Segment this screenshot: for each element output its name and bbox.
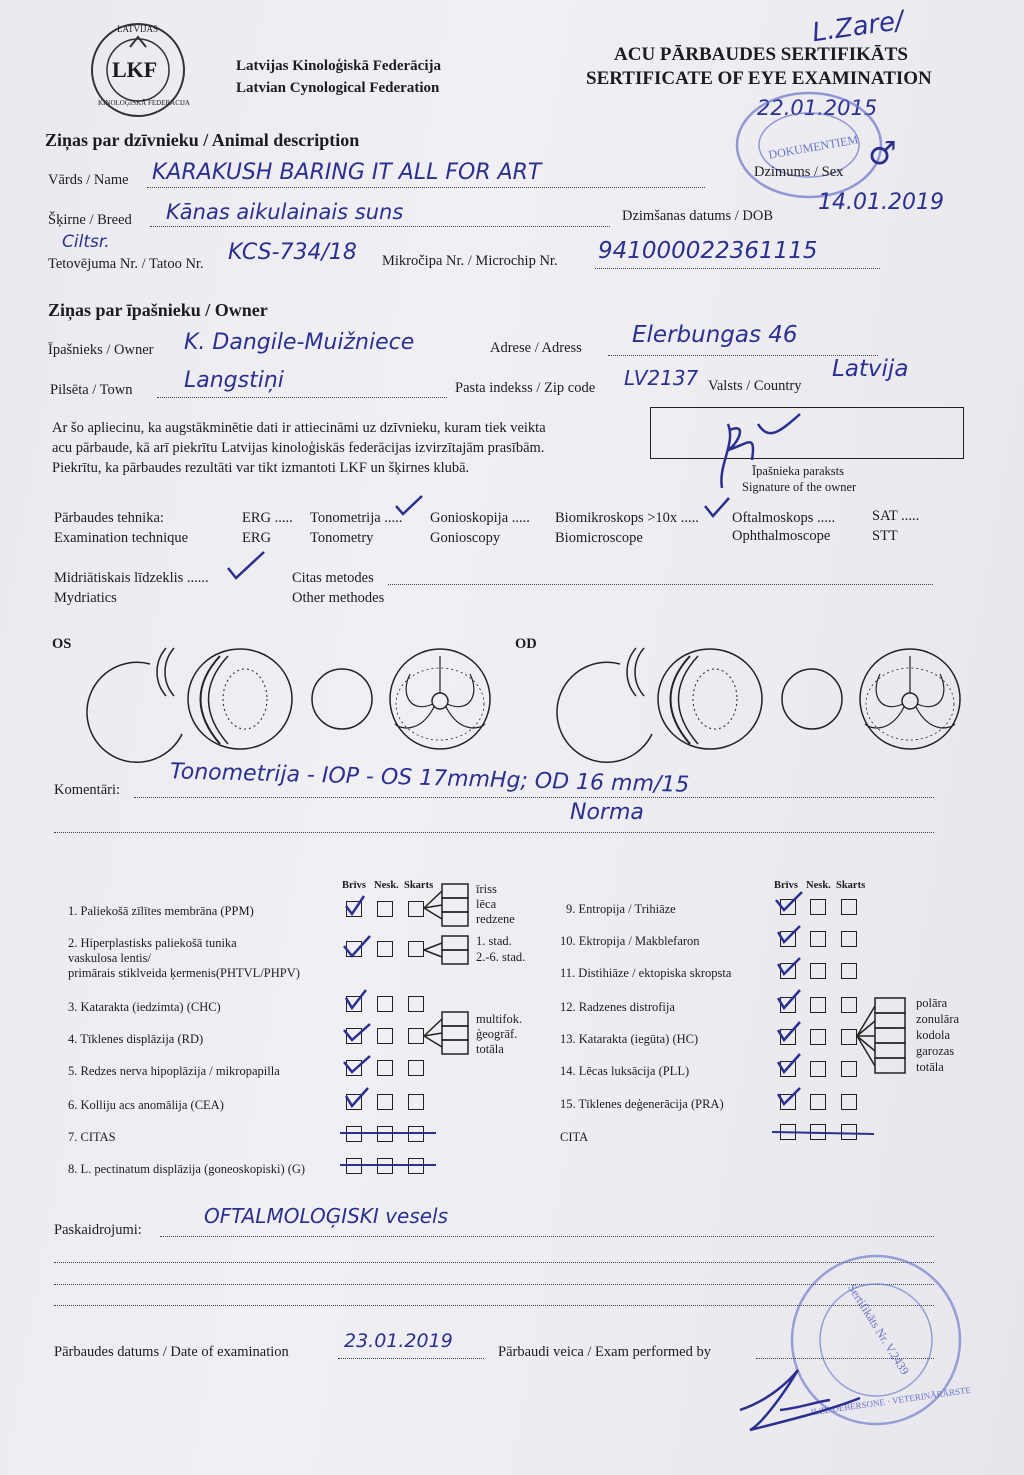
cataract-option-polar: polāra bbox=[916, 996, 948, 1010]
rd-option-total: totāla bbox=[476, 1042, 504, 1056]
item-7-label: 7. CITAS bbox=[68, 1130, 116, 1144]
explanation-dotted-line-1 bbox=[160, 1236, 934, 1237]
ppm-option-cornea: redzene bbox=[476, 912, 515, 926]
tattoo-label: Tetovējuma Nr. / Tatoo Nr. bbox=[48, 256, 204, 272]
phpv-option-bracket bbox=[424, 934, 474, 968]
title-en: SERTIFICATE OF EYE EXAMINATION bbox=[586, 68, 932, 89]
other-methods-dotted-line bbox=[388, 584, 933, 585]
comments-value-1[interactable]: Tonometrija - IOP - OS 17mmHg; OD 16 mm/15 bbox=[169, 759, 690, 798]
item-4-label: 4. Tīklenes displāzija (RD) bbox=[68, 1032, 204, 1046]
country-value[interactable]: Latvija bbox=[832, 356, 909, 382]
right-header-free: Brīvs bbox=[774, 880, 798, 891]
federation-name-en: Latvian Cynological Federation bbox=[236, 80, 440, 96]
breed-value[interactable]: Kānas aikulainais suns bbox=[166, 200, 404, 224]
tattoo-value[interactable]: KCS-734/18 bbox=[228, 240, 357, 265]
item-2-label-line2: vaskulosa lentis/ bbox=[68, 951, 151, 965]
item-8-label: 8. L. pectinatum displāzija (goneoskopiski) (G) bbox=[68, 1162, 306, 1176]
country-label: Valsts / Country bbox=[708, 378, 802, 394]
owner-label: Īpašnieks / Owner bbox=[48, 342, 154, 358]
ppm-option-lens: lēca bbox=[476, 897, 497, 911]
biomicroscope-check-mark bbox=[703, 496, 733, 520]
veterinarian-signature bbox=[720, 1340, 870, 1440]
explanation-value[interactable]: OFTALMOLOĢISKI vesels bbox=[204, 1204, 449, 1228]
sat-label-lv: SAT ..... bbox=[872, 508, 920, 524]
item-1-label: 1. Paliekošā zīlītes membrāna (PPM) bbox=[68, 904, 254, 918]
item-12-label: 12. Radzenes distrofija bbox=[560, 1000, 675, 1014]
os-eye-diagram bbox=[70, 634, 490, 764]
tonometry-check-mark bbox=[394, 494, 424, 518]
sex-label: Dzimums / Sex bbox=[754, 164, 844, 180]
sex-value[interactable]: ♂ bbox=[868, 134, 897, 172]
item-13-label: 13. Katarakta (iegūta) (HC) bbox=[560, 1032, 699, 1046]
cataract-option-zonular: zonulāra bbox=[916, 1012, 960, 1026]
technique-label-lv: Pārbaudes tehnika: bbox=[54, 510, 164, 526]
rd-option-geographic: ģeogrāf. bbox=[476, 1027, 518, 1041]
tonometry-label-lv: Tonometrija ..... bbox=[310, 510, 403, 526]
signature-label-en: Signature of the owner bbox=[742, 480, 857, 494]
item-11-label: 11. Distihiāze / ektopiska skropsta bbox=[560, 966, 732, 980]
exam-date-dotted-line bbox=[338, 1358, 484, 1359]
erg-label-en: ERG bbox=[242, 530, 271, 546]
name-label: Vārds / Name bbox=[48, 172, 129, 188]
item-2-label-line3: primārais stiklveida ķermenis(PHTVL/PHPV) bbox=[68, 966, 300, 980]
item-3-label: 3. Katarakta (iedzimta) (CHC) bbox=[68, 1000, 221, 1014]
zip-label: Pasta indekss / Zip code bbox=[455, 380, 596, 396]
ophthalmoscope-label-en: Ophthalmoscope bbox=[732, 528, 831, 544]
upper-stamp-center: DOKUMENTIEM bbox=[767, 132, 860, 162]
town-dotted-line bbox=[157, 397, 447, 398]
phpv-option-stage1: 1. stad. bbox=[476, 934, 512, 948]
address-label: Adrese / Adress bbox=[490, 340, 582, 356]
cataract-option-nuclear: kodola bbox=[916, 1028, 951, 1042]
sat-label-en: STT bbox=[872, 528, 898, 544]
town-label: Pilsēta / Town bbox=[50, 382, 133, 398]
gonioscopy-label-lv: Gonioskopija ..... bbox=[430, 510, 530, 526]
left-header-affected: Skarts bbox=[404, 880, 434, 891]
rd-option-bracket bbox=[424, 1010, 474, 1056]
item-2-label: 2. Hiperplastisks paliekošā tunika bbox=[68, 936, 237, 950]
performed-by-label: Pārbaudi veica / Exam performed by bbox=[498, 1344, 711, 1360]
logo-ring-bottom: KINOLOĢISKĀ FEDERĀCIJA bbox=[98, 99, 190, 107]
od-eye-diagram bbox=[540, 634, 960, 764]
item-14-label: 14. Lēcas luksācija (PLL) bbox=[560, 1064, 690, 1078]
exam-date-value[interactable]: 23.01.2019 bbox=[344, 1330, 453, 1352]
dob-value[interactable]: 14.01.2019 bbox=[818, 190, 944, 215]
os-label: OS bbox=[52, 636, 72, 652]
chip-value[interactable]: 941000022361115 bbox=[598, 238, 818, 264]
technique-label-en: Examination technique bbox=[54, 530, 189, 546]
logo-text: LKF bbox=[112, 57, 158, 82]
biomicroscope-label-en: Biomicroscope bbox=[555, 530, 643, 546]
consent-line-3: Piekrītu, ka pārbaudes rezultāti var tikt izmantoti LKF un šķirnes klubā. bbox=[52, 460, 470, 476]
signature-label-lv: Īpašnieka paraksts bbox=[752, 464, 844, 478]
consent-line-2: acu pārbaude, kā arī piekrītu Latvijas kinoloģiskās federācijas izvirzītajām prasībām. bbox=[52, 440, 545, 456]
rd-option-multifocal: multifok. bbox=[476, 1012, 523, 1026]
item-5-label: 5. Redzes nerva hipoplāzija / mikropapilla bbox=[68, 1064, 280, 1078]
item-9-label: 9. Entropija / Trihiāze bbox=[566, 902, 676, 916]
chip-label: Mikročipa Nr. / Microchip Nr. bbox=[382, 253, 558, 269]
right-header-affected: Skarts bbox=[836, 880, 866, 891]
cataract-option-total: totāla bbox=[916, 1060, 944, 1074]
comments-value-2[interactable]: Norma bbox=[570, 800, 644, 825]
exam-date-label: Pārbaudes datums / Date of examination bbox=[54, 1344, 289, 1360]
comments-dotted-line-2 bbox=[54, 832, 934, 833]
tattoo-prefix: Ciltsr. bbox=[62, 232, 110, 252]
od-label: OD bbox=[515, 636, 537, 652]
left-header-free: Brīvs bbox=[342, 880, 366, 891]
federation-name-lv: Latvijas Kinoloģiskā Federācija bbox=[236, 58, 441, 74]
address-value[interactable]: Elerbungas 46 bbox=[632, 322, 798, 348]
right-header-unclear: Nesk. bbox=[806, 880, 831, 891]
dob-label: Dzimšanas datums / DOB bbox=[622, 208, 774, 224]
ppm-option-bracket bbox=[424, 882, 474, 928]
phpv-option-stage2-6: 2.-6. stad. bbox=[476, 950, 526, 964]
erg-label-lv: ERG ..... bbox=[242, 510, 293, 526]
tonometry-label-en: Tonometry bbox=[310, 530, 374, 546]
left-header-unclear: Nesk. bbox=[374, 880, 399, 891]
other-methods-label-lv: Citas metodes bbox=[292, 570, 374, 586]
comments-label: Komentāri: bbox=[54, 782, 121, 798]
ophthalmoscope-label-lv: Oftalmoskops ..... bbox=[732, 510, 836, 526]
explanation-label: Paskaidrojumi: bbox=[54, 1222, 142, 1238]
chip-dotted-line bbox=[595, 268, 880, 269]
name-dotted-line bbox=[147, 187, 705, 188]
name-value[interactable]: KARAKUSH BARING IT ALL FOR ART bbox=[152, 160, 542, 185]
animal-section-title: Ziņas par dzīvnieku / Animal description bbox=[45, 130, 360, 150]
item-other-label: CITA bbox=[560, 1130, 589, 1144]
gonioscopy-label-en: Gonioscopy bbox=[430, 530, 501, 546]
cataract-option-cortical: garozas bbox=[916, 1044, 955, 1058]
mydriatics-check-mark bbox=[226, 550, 266, 582]
zip-value[interactable]: LV2137 bbox=[624, 366, 699, 390]
owner-value[interactable]: K. Dangile-Muižniece bbox=[184, 330, 415, 355]
top-handwritten-date: 22.01.2015 bbox=[757, 96, 878, 120]
consent-line-1: Ar šo apliecinu, ka augstākminētie dati ir attiecināmi uz dzīvnieku, kuram tiek veikta bbox=[52, 420, 546, 436]
other-methods-label-en: Other methodes bbox=[292, 590, 385, 606]
breed-dotted-line bbox=[150, 226, 610, 227]
owner-section-title: Ziņas par īpašnieku / Owner bbox=[48, 300, 268, 320]
town-value[interactable]: Langstiņi bbox=[184, 368, 284, 393]
top-handwritten-initials: L.Zare/ bbox=[810, 5, 906, 49]
comments-dotted-line-1 bbox=[134, 797, 934, 798]
title-lv: ACU PĀRBAUDES SERTIFIKĀTS bbox=[614, 44, 908, 65]
item-6-label: 6. Kolliju acs anomālija (CEA) bbox=[68, 1098, 224, 1112]
item-15-label: 15. Tīklenes deģenerācija (PRA) bbox=[560, 1097, 724, 1111]
ppm-option-iris: īriss bbox=[476, 882, 497, 896]
logo-ring-top: LATVIJAS bbox=[117, 24, 159, 34]
breed-label: Šķirne / Breed bbox=[48, 212, 132, 228]
biomicroscope-label-lv: Biomikroskops >10x ..... bbox=[555, 510, 699, 526]
veterinarian-stamp-center-text: Sertifikāts Nr. V.2439 bbox=[844, 1281, 913, 1378]
mydriatics-label-lv: Midriātiskais līdzeklis ...... bbox=[54, 570, 209, 586]
mydriatics-label-en: Mydriatics bbox=[54, 590, 117, 606]
veterinarian-stamp-ring-text: ILZE DEBERSONE · VETERINĀRĀRSTE bbox=[810, 1384, 972, 1418]
cataract-option-bracket bbox=[857, 996, 917, 1078]
item-10-label: 10. Ektropija / Makblefaron bbox=[560, 934, 700, 948]
